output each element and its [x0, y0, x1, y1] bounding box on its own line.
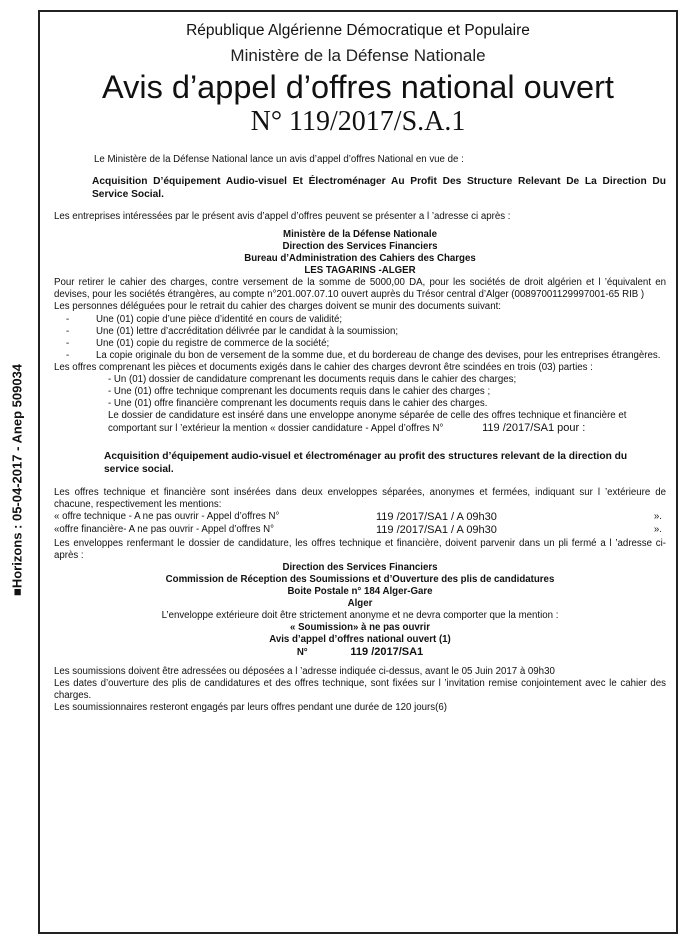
list-item: - Une (01) copie du registre de commerce de la société;	[66, 338, 666, 350]
address-line-4: LES TAGARINS -ALGER	[304, 265, 416, 277]
notice-title: Avis d’appel d’offres national ouvert	[102, 69, 614, 105]
mention-technical: « offre technique - A ne pas ouvrir - Appel d’offres N° 119 /2017/SA1 / A 09h30 ».	[54, 510, 662, 523]
intro-text: Le Ministère de la Défense National lance un avis d’appel d’offres National en vue de :	[94, 153, 464, 165]
address-line-2: Direction des Services Financiers	[282, 241, 438, 253]
sealed-text: Les enveloppes renfermant le dossier de candidature, les offres technique et financière, doivent parvenir dans un pli fermé a l ’adresse ci-après :	[54, 538, 666, 562]
list-item: - La copie originale du bon de versement de la somme due, et du bordereau de change des devises, pour les entreprises étrangères.	[66, 350, 666, 362]
financial-reference: 119 /2017/SA1 / A 09h30	[376, 524, 497, 537]
ministry-heading: Ministère de la Défense Nationale	[230, 46, 486, 65]
envelopes-text: Les offres technique et financière sont insérées dans deux enveloppes séparées, anonymes et fermées, indiquant sur l ’extérieure de chacune, respectivement les mentions:	[54, 486, 666, 510]
submission-notice: Avis d’appel d’offres national ouvert (1)	[269, 634, 451, 646]
publication-reference: ■Horizons : 05-04-2017 - Anep 509034	[9, 363, 25, 597]
address-line-1: Ministère de la Défense Nationale	[283, 229, 437, 241]
submission-number: N° 119 /2017/SA1	[296, 646, 424, 659]
submission-mention: « Soumission» à ne pas ouvrir	[290, 622, 430, 634]
address2-line-3: Boite Postale n° 184 Alger-Gare	[287, 586, 433, 598]
object-text-2: Acquisition d’équipement audio-visuel et électroménager au profit des structures relevant de la direction du service social.	[104, 451, 628, 476]
dossier-reference: 119 /2017/SA1 pour :	[482, 421, 586, 434]
mention-financial: «offre financière- A ne pas ouvrir - Appel d’offres N° 119 /2017/SA1 / A 09h30 ».	[54, 524, 662, 537]
list-item: - Une (01) lettre d’accréditation délivrée par le candidat à la soumission;	[66, 326, 666, 338]
required-documents-list	[54, 314, 666, 362]
withdraw-text: Pour retirer le cahier des charges, contre versement de la somme de 5000,00 DA, pour les sociétés de droit algérien et l ’équivalent en devises, pour les sociétés étrangères, au compte n°201.007.07.10 ouvert auprès du Trésor central d’Alger (00897001129997001-65 RIB )	[54, 277, 666, 301]
list-item: - Un (01) dossier de candidature comprenant les documents requis dans le cahier des charges;	[108, 373, 517, 385]
dossier-mention: Le dossier de candidature est inséré dans une enveloppe anonyme séparée de celle des offres technique et financière et comportant sur l ’extérieur la mention « dossier candidature - Appel d’offres N°	[108, 409, 627, 434]
binding-text: Les soumissionnaires resteront engagés par leurs offres pendant une durée de 120 jours(6)	[54, 702, 447, 713]
technical-reference: 119 /2017/SA1 / A 09h30	[376, 510, 497, 523]
notice-header	[40, 22, 676, 138]
opening-text: Les dates d’ouverture des plis de candidatures et des offres technique, sont fixées sur l ’invitation remise conjointement avec le cahier des charges.	[54, 677, 666, 701]
notice-number: N° 119/2017/S.A.1	[250, 105, 466, 137]
list-item: - Une (01) offre technique comprenant les documents requis dans le cahier des charges ;	[108, 385, 491, 397]
outer-envelope-text: L’enveloppe extérieure doit être strictement anonyme et ne devra comporter que la mention :	[161, 610, 559, 622]
notice-body	[40, 138, 676, 714]
address2-line-4: Alger	[347, 598, 373, 610]
address2-line-2: Commission de Réception des Soumissions et d’Ouverture des plis de candidatures	[165, 574, 555, 586]
offers-intro-text: Les offres comprenant les pièces et documents exigés dans le cahier des charges devront être scindées en trois (03) parties :	[54, 361, 593, 373]
companies-text: Les entreprises intéressées par le présent avis d’appel d’offres peuvent se présenter a l ’adresse ci après :	[54, 211, 511, 223]
object-text: Acquisition D’équipement Audio-visuel Et Électroménager Au Profit Des Structure Relevant De La Direction Du Service Social.	[92, 175, 666, 200]
list-item: - Une (01) copie d’une pièce d’identité en cours de validité;	[66, 314, 666, 326]
delegates-text: Les personnes déléguées pour le retrait du cahier des charges doivent se munir des documents suivant:	[54, 301, 501, 313]
deadline-text: Les soumissions doivent être adressées ou déposées a l ’adresse indiquée ci-dessus, avant le 05 Juin 2017 à 09h30	[54, 665, 555, 677]
address2-line-1: Direction des Services Financiers	[282, 562, 438, 574]
list-item: - Une (01) offre financière comprenant les documents requis dans le cahier des charges.	[108, 397, 488, 409]
address-line-3: Bureau d’Administration des Cahiers des Charges	[244, 253, 476, 265]
republic-heading: République Algérienne Démocratique et Populaire	[186, 22, 530, 39]
publication-sidebar	[0, 10, 34, 934]
notice-frame	[38, 10, 678, 934]
dossier-text	[54, 410, 666, 436]
offer-parts-list	[54, 374, 666, 410]
